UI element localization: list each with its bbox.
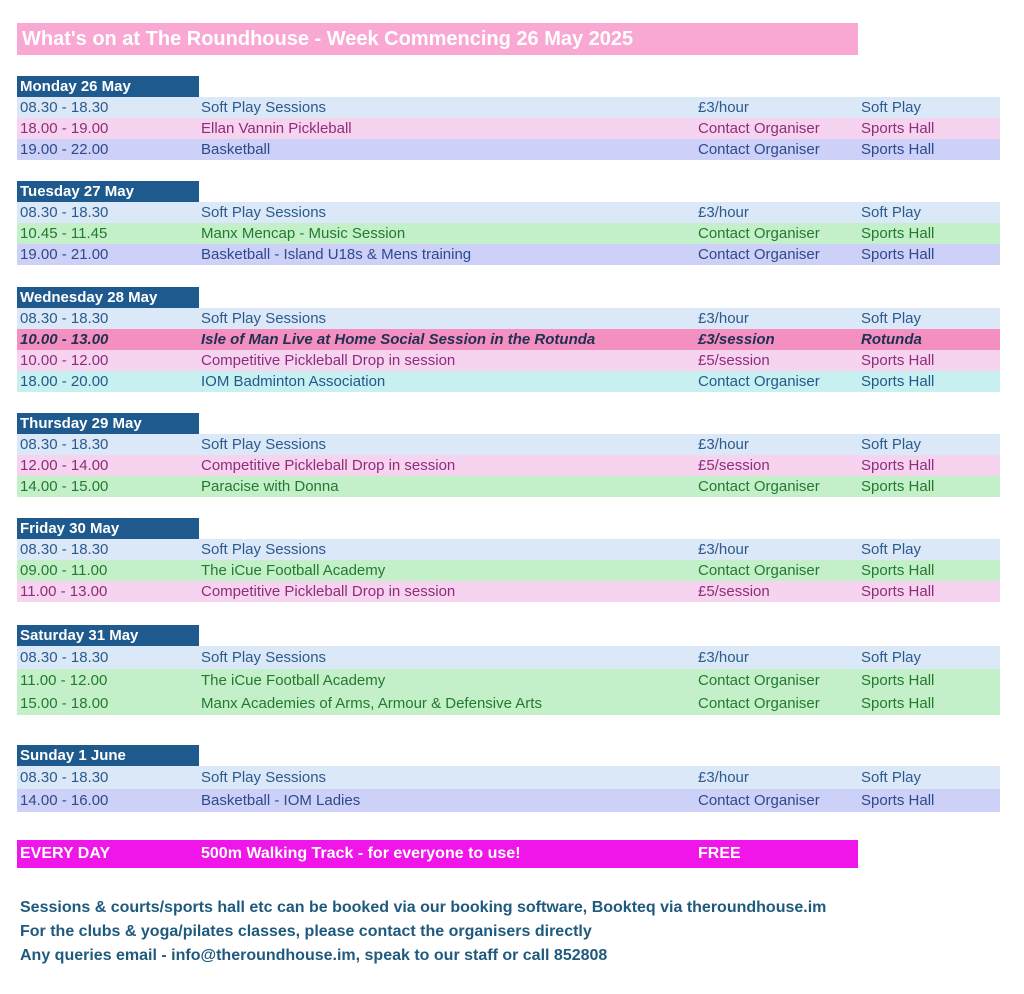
schedule-row — [17, 202, 1000, 223]
session-time: 19.00 - 21.00 — [20, 246, 109, 263]
session-time: 15.00 - 18.00 — [20, 695, 109, 712]
schedule-row — [17, 329, 1000, 350]
schedule-row — [17, 244, 1000, 265]
session-activity: Isle of Man Live at Home Social Session in the Rotunda — [201, 331, 596, 348]
session-time: 18.00 - 20.00 — [20, 373, 109, 390]
session-venue: Soft Play — [861, 436, 922, 453]
footer-clubs-note: For the clubs & yoga/pilates classes, please contact the organisers directly — [20, 923, 592, 940]
everyday-price: FREE — [698, 845, 741, 862]
day-block — [17, 745, 1000, 812]
session-activity: Competitive Pickleball Drop in session — [201, 457, 456, 474]
session-activity: Basketball — [201, 141, 271, 158]
session-time: 09.00 - 11.00 — [20, 562, 108, 579]
footer-notes — [20, 896, 826, 968]
schedule-row — [17, 476, 1000, 497]
session-price: £5/session — [698, 352, 770, 369]
day-header: Tuesday 27 May — [17, 181, 199, 202]
schedule-row — [17, 455, 1000, 476]
session-venue: Rotunda — [861, 331, 922, 348]
session-activity: Manx Academies of Arms, Armour & Defensive Arts — [201, 695, 542, 712]
session-time: 10.45 - 11.45 — [20, 225, 108, 242]
session-price: Contact Organiser — [698, 373, 820, 390]
session-price: Contact Organiser — [698, 120, 820, 137]
session-price: £3/hour — [698, 649, 749, 666]
schedule-row — [17, 646, 1000, 669]
session-venue: Soft Play — [861, 310, 922, 327]
schedule-row — [17, 97, 1000, 118]
session-activity: The iCue Football Academy — [201, 562, 386, 579]
session-venue: Sports Hall — [861, 246, 935, 263]
schedule-row — [17, 434, 1000, 455]
session-activity: IOM Badminton Association — [201, 373, 386, 390]
schedule-row — [17, 539, 1000, 560]
footer-contact-note: Any queries email - info@theroundhouse.im, speak to our staff or call 852808 — [20, 947, 608, 964]
session-time: 11.00 - 13.00 — [20, 583, 108, 600]
session-price: Contact Organiser — [698, 225, 820, 242]
session-venue: Soft Play — [861, 649, 922, 666]
day-block — [17, 413, 1000, 497]
session-price: £3/session — [698, 331, 775, 348]
day-block — [17, 625, 1000, 715]
session-price: Contact Organiser — [698, 562, 820, 579]
session-price: £3/hour — [698, 769, 749, 786]
session-venue: Sports Hall — [861, 225, 935, 242]
session-price: £3/hour — [698, 541, 749, 558]
session-activity: Competitive Pickleball Drop in session — [201, 583, 456, 600]
session-price: £3/hour — [698, 204, 749, 221]
session-activity: Paracise with Donna — [201, 478, 339, 495]
page-title: What's on at The Roundhouse - Week Commencing 26 May 2025 — [17, 23, 858, 55]
session-venue: Sports Hall — [861, 583, 935, 600]
footer-booking-note: Sessions & courts/sports hall etc can be booked via our booking software, Bookteq via theroundhouse.im — [20, 899, 827, 916]
session-activity: The iCue Football Academy — [201, 672, 386, 689]
session-price: Contact Organiser — [698, 478, 820, 495]
session-venue: Soft Play — [861, 204, 922, 221]
session-price: Contact Organiser — [698, 246, 820, 263]
schedule-row — [17, 766, 1000, 789]
session-time: 08.30 - 18.30 — [20, 99, 109, 116]
session-time: 10.00 - 13.00 — [20, 331, 109, 348]
schedule-row — [17, 581, 1000, 602]
session-activity: Soft Play Sessions — [201, 436, 327, 453]
schedule-row — [17, 560, 1000, 581]
session-activity: Basketball - Island U18s & Mens training — [201, 246, 472, 263]
session-venue: Sports Hall — [861, 373, 935, 390]
schedule-row — [17, 669, 1000, 692]
schedule-row — [17, 371, 1000, 392]
everyday-label: EVERY DAY — [20, 845, 111, 862]
session-activity: Soft Play Sessions — [201, 204, 327, 221]
session-time: 10.00 - 12.00 — [20, 352, 109, 369]
session-price: Contact Organiser — [698, 792, 820, 809]
session-activity: Soft Play Sessions — [201, 649, 327, 666]
session-price: Contact Organiser — [698, 141, 820, 158]
schedule-row — [17, 350, 1000, 371]
session-price: £3/hour — [698, 99, 749, 116]
session-time: 18.00 - 19.00 — [20, 120, 109, 137]
session-time: 11.00 - 12.00 — [20, 672, 108, 689]
session-time: 14.00 - 15.00 — [20, 478, 109, 495]
session-activity: Basketball - IOM Ladies — [201, 792, 361, 809]
session-price: Contact Organiser — [698, 695, 820, 712]
day-block — [17, 287, 1000, 392]
session-activity: Soft Play Sessions — [201, 310, 327, 327]
day-block — [17, 181, 1000, 265]
session-venue: Sports Hall — [861, 478, 935, 495]
day-header: Saturday 31 May — [17, 625, 199, 646]
session-venue: Sports Hall — [861, 562, 935, 579]
session-time: 08.30 - 18.30 — [20, 436, 109, 453]
session-venue: Soft Play — [861, 99, 922, 116]
session-time: 08.30 - 18.30 — [20, 204, 109, 221]
session-activity: Soft Play Sessions — [201, 769, 327, 786]
schedule-row — [17, 692, 1000, 715]
session-price: £5/session — [698, 457, 770, 474]
session-activity: Ellan Vannin Pickleball — [201, 120, 352, 137]
session-venue: Sports Hall — [861, 352, 935, 369]
everyday-banner — [17, 840, 858, 868]
session-price: £3/hour — [698, 310, 749, 327]
session-time: 14.00 - 16.00 — [20, 792, 109, 809]
day-header: Wednesday 28 May — [17, 287, 199, 308]
session-venue: Soft Play — [861, 769, 922, 786]
day-header: Sunday 1 June — [17, 745, 199, 766]
schedule-row — [17, 223, 1000, 244]
session-venue: Sports Hall — [861, 695, 935, 712]
session-time: 08.30 - 18.30 — [20, 541, 109, 558]
session-venue: Sports Hall — [861, 792, 935, 809]
session-activity: Competitive Pickleball Drop in session — [201, 352, 456, 369]
day-header: Friday 30 May — [17, 518, 199, 539]
session-activity: Soft Play Sessions — [201, 99, 327, 116]
schedule-row — [17, 308, 1000, 329]
session-price: £3/hour — [698, 436, 749, 453]
session-time: 08.30 - 18.30 — [20, 310, 109, 327]
day-block — [17, 518, 1000, 602]
session-time: 19.00 - 22.00 — [20, 141, 109, 158]
schedule-row — [17, 789, 1000, 812]
session-venue: Sports Hall — [861, 141, 935, 158]
day-header: Thursday 29 May — [17, 413, 199, 434]
session-price: £5/session — [698, 583, 770, 600]
session-time: 12.00 - 14.00 — [20, 457, 109, 474]
day-header: Monday 26 May — [17, 76, 199, 97]
schedule-row — [17, 118, 1000, 139]
session-activity: Manx Mencap - Music Session — [201, 225, 406, 242]
day-block — [17, 76, 1000, 160]
session-venue: Sports Hall — [861, 120, 935, 137]
session-time: 08.30 - 18.30 — [20, 769, 109, 786]
session-time: 08.30 - 18.30 — [20, 649, 109, 666]
schedule-row — [17, 139, 1000, 160]
session-venue: Soft Play — [861, 541, 922, 558]
session-activity: Soft Play Sessions — [201, 541, 327, 558]
session-venue: Sports Hall — [861, 672, 935, 689]
session-price: Contact Organiser — [698, 672, 820, 689]
session-venue: Sports Hall — [861, 457, 935, 474]
everyday-activity: 500m Walking Track - for everyone to use! — [201, 845, 521, 862]
